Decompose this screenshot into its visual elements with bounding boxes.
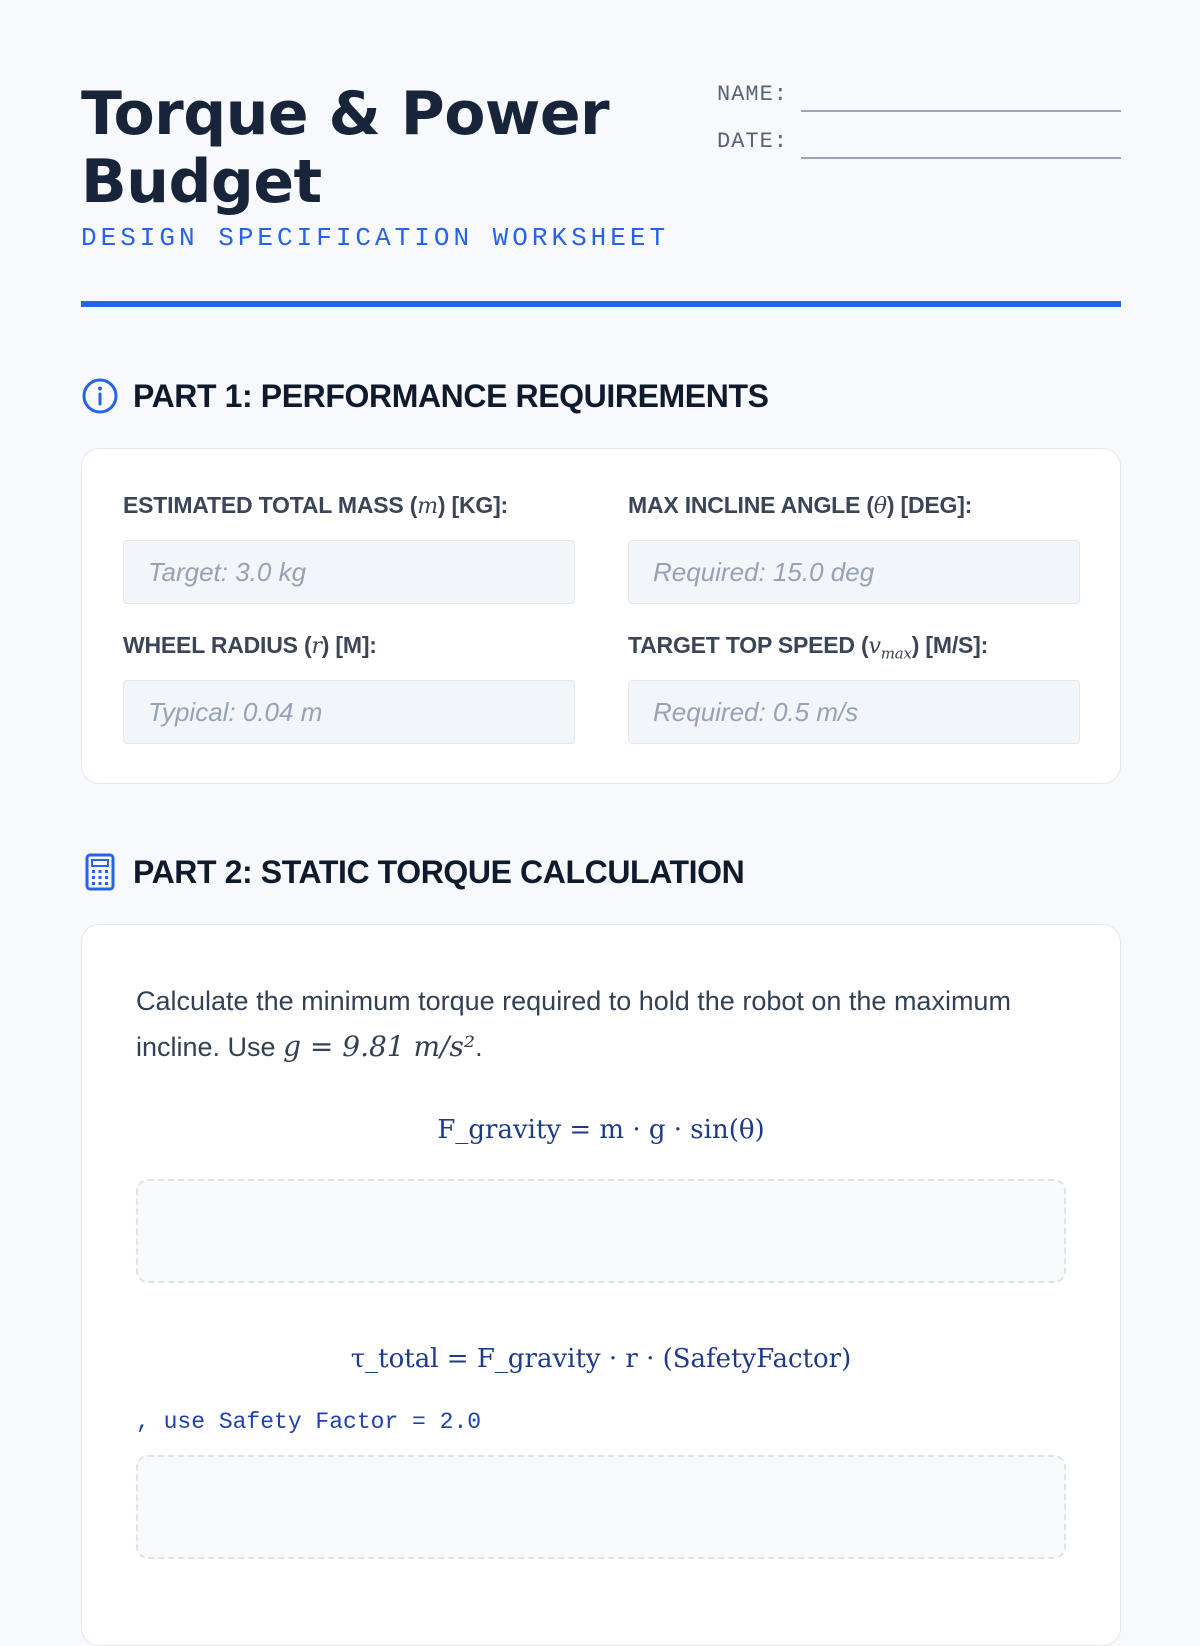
- gravity-force-work-area[interactable]: [136, 1179, 1066, 1283]
- wheel-radius-label-text: WHEEL RADIUS (: [123, 632, 312, 658]
- info-circle-icon: [81, 377, 119, 415]
- wheel-radius-input[interactable]: [123, 680, 575, 744]
- wheel-radius-label-unit: ) [M]:: [321, 632, 377, 658]
- mass-label: [123, 492, 575, 526]
- top-speed-label: [628, 632, 1080, 666]
- date-label: DATE:: [717, 129, 789, 154]
- top-speed-label-unit: ) [M/S]:: [911, 632, 989, 658]
- instruction-text-end: .: [475, 1032, 483, 1062]
- mass-field: [123, 492, 575, 604]
- performance-requirements-card: [81, 448, 1121, 784]
- name-field-line[interactable]: [801, 110, 1121, 112]
- gravity-force-formula: F_gravity = m · g · sin(θ): [437, 1115, 765, 1145]
- wheel-radius-label: [123, 632, 575, 666]
- incline-label-unit: ) [DEG]:: [886, 492, 973, 518]
- mass-label-text: ESTIMATED TOTAL MASS (: [123, 492, 418, 518]
- top-speed-field: [628, 632, 1080, 744]
- date-field-line[interactable]: [801, 157, 1121, 159]
- gravity-constant: g = 9.81 m/s²: [283, 1030, 476, 1063]
- top-speed-label-text: TARGET TOP SPEED (: [628, 632, 869, 658]
- safety-factor-note: , use Safety Factor = 2.0: [136, 1409, 482, 1435]
- incline-input[interactable]: [628, 540, 1080, 604]
- page-subtitle: DESIGN SPECIFICATION WORKSHEET: [81, 223, 670, 253]
- incline-symbol: θ: [873, 494, 887, 519]
- incline-field: [628, 492, 1080, 604]
- page-title: Torque & Power Budget: [81, 79, 610, 217]
- mass-label-unit: ) [KG]:: [437, 492, 508, 518]
- incline-label: [628, 492, 1080, 526]
- static-torque-card: [81, 924, 1121, 1646]
- mass-symbol: m: [417, 494, 438, 519]
- top-speed-input[interactable]: [628, 680, 1080, 744]
- worksheet-page: [81, 0, 1121, 1600]
- name-label: NAME:: [717, 82, 789, 107]
- total-torque-work-area[interactable]: [136, 1455, 1066, 1559]
- part1-heading: [81, 376, 769, 416]
- incline-label-text: MAX INCLINE ANGLE (: [628, 492, 874, 518]
- top-speed-symbol: v: [868, 634, 881, 659]
- part2-title: PART 2: STATIC TORQUE CALCULATION: [133, 853, 745, 890]
- student-meta: [717, 80, 1121, 174]
- date-row: [717, 127, 1121, 174]
- name-row: [717, 80, 1121, 127]
- wheel-radius-field: [123, 632, 575, 744]
- instruction-text-main: Calculate the minimum torque required to hold the robot on the maximum incline. Use: [136, 986, 1011, 1062]
- total-torque-formula: τ_total = F_gravity · r · (SafetyFactor): [350, 1344, 852, 1374]
- wheel-radius-symbol: r: [311, 634, 322, 659]
- header-divider: [81, 301, 1121, 307]
- top-speed-subscript: max: [880, 644, 912, 663]
- mass-input[interactable]: [123, 540, 575, 604]
- worksheet-header: [81, 80, 1121, 310]
- part1-title: PART 1: PERFORMANCE REQUIREMENTS: [133, 377, 769, 414]
- instruction-text: [136, 979, 1066, 1070]
- part2-heading: [81, 852, 744, 892]
- calculator-icon: [81, 853, 119, 891]
